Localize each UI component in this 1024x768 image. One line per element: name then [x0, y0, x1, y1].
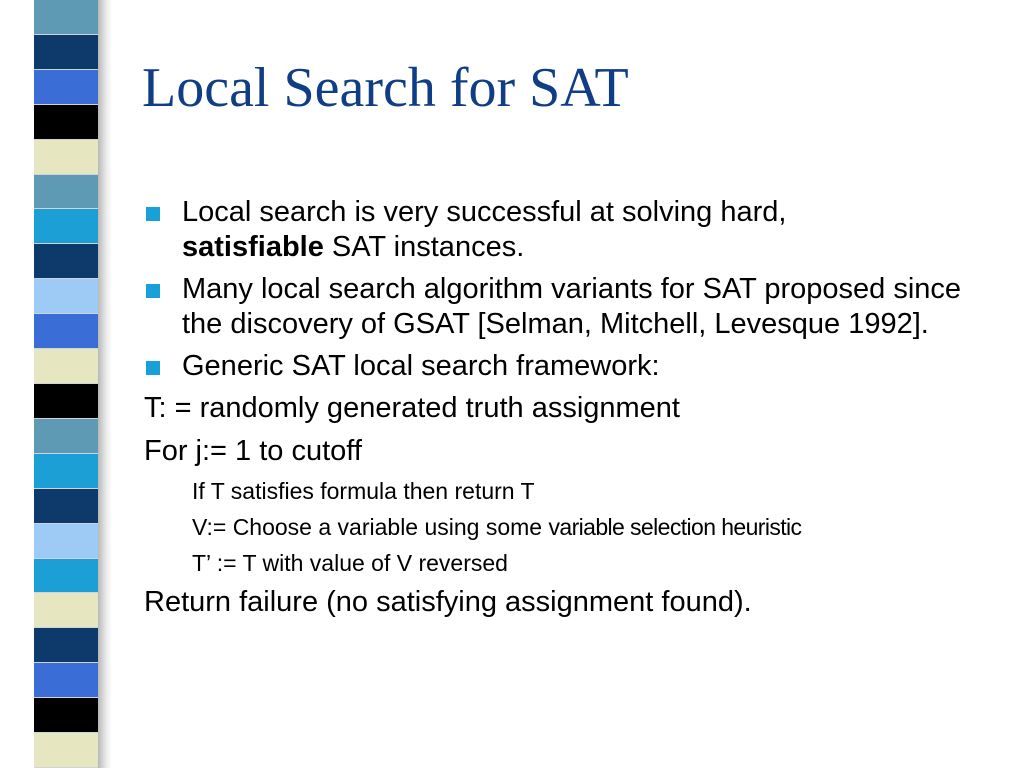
- pseudocode-check: If T satisfies formula then return T: [192, 478, 535, 504]
- stripe-block: [34, 489, 98, 524]
- bullet-item: [144, 349, 1004, 384]
- stripe-block: [34, 0, 98, 35]
- stripe-block: [34, 70, 98, 105]
- pseudocode-choose: [192, 513, 1004, 541]
- bullet-text: Generic SAT local search framework:: [182, 350, 660, 382]
- stripe-block: [34, 349, 98, 384]
- stripe-block: [34, 733, 98, 768]
- stripe-block: [34, 175, 98, 210]
- stripe-block: [34, 209, 98, 244]
- slide-title: Local Search for SAT: [142, 57, 629, 119]
- stripe-block: [34, 244, 98, 279]
- stripe-block: [34, 628, 98, 663]
- stripe-block: [34, 140, 98, 175]
- stripe-block: [34, 314, 98, 349]
- stripe-block: [34, 698, 98, 733]
- pseudocode-init: T: = randomly generated truth assignment: [144, 392, 680, 424]
- bullet-bold-text: satisfiable: [182, 231, 324, 263]
- stripe-block: [34, 524, 98, 559]
- stripe-block: [34, 279, 98, 314]
- pseudocode-flip: T’ := T with value of V reversed: [192, 550, 508, 576]
- stripe-block: [34, 384, 98, 419]
- bullet-text: SAT instances.: [323, 231, 525, 263]
- bullet-item: [144, 195, 1004, 265]
- pseudocode-choose-text: V:= Choose a variable using some: [192, 514, 549, 540]
- bullet-text: Many local search algorithm variants for SAT proposed since the discovery of GSAT [Selman, Mitchell, Levesque 1992].: [182, 273, 962, 340]
- square-bullet-icon: [146, 207, 160, 221]
- stripe-block: [34, 454, 98, 489]
- bullet-text: Local search is very successful at solving hard,: [182, 196, 787, 228]
- bullet-item: [144, 272, 1004, 342]
- slide-body: [144, 195, 1004, 628]
- stripe-shadow: [98, 0, 112, 768]
- stripe-block: [34, 593, 98, 628]
- pseudocode-return: Return failure (no satisfying assignment found).: [144, 586, 752, 618]
- square-bullet-icon: [146, 361, 160, 375]
- stripe-block: [34, 663, 98, 698]
- stripe-block: [34, 35, 98, 70]
- stripe-block: [34, 559, 98, 594]
- stripe-block: [34, 419, 98, 454]
- stripe-block: [34, 105, 98, 140]
- decorative-stripe: [34, 0, 98, 768]
- pseudocode-heuristic: variable selection heuristic: [548, 514, 802, 540]
- square-bullet-icon: [146, 284, 160, 298]
- pseudocode-loop: For j:= 1 to cutoff: [144, 435, 362, 467]
